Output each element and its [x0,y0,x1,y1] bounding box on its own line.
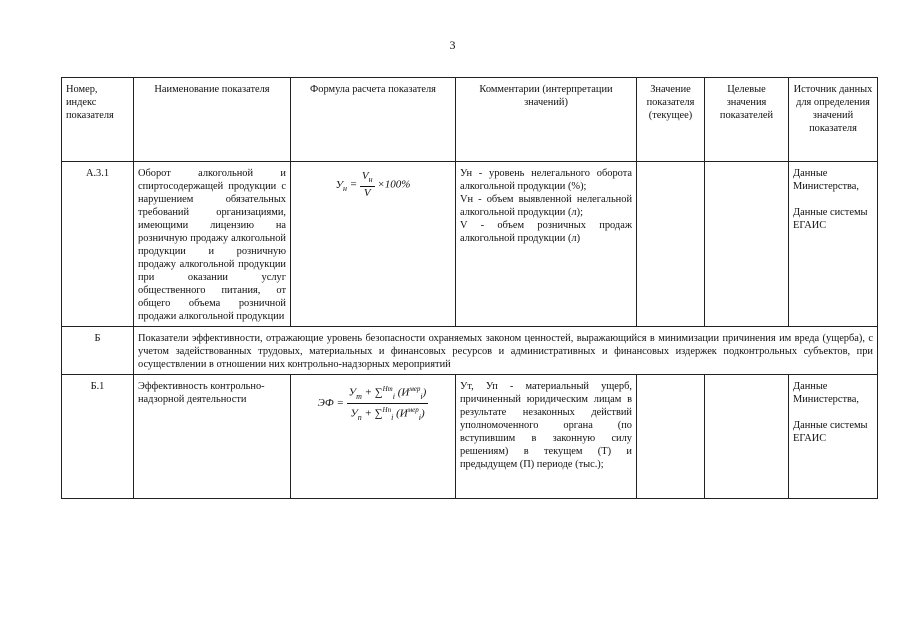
formula-fraction: $\frac{V_н}{V}$ [361,170,373,200]
formula-eq: = [336,396,344,409]
target-value-cell [705,162,789,327]
section-description: Показатели эффективности, отражающие уровень безопасности охраняемых законом ценностей, выражающийся в минимизации причинения им вреда (ущерба), с учетом задействованных трудовых, материальных и финансовых ресурсов и административных и финансовых издержек подконтрольных субъектов, при осуществлении в отношении них контрольно-надзорных мероприятий [134,327,878,375]
source-cell [789,162,878,327]
current-value-cell [637,375,705,499]
current-value-cell [637,162,705,327]
target-value-cell [705,375,789,499]
indicators-table [61,77,878,499]
formula-cell [291,375,456,499]
comment-cell [456,162,637,327]
table-row-b1 [62,375,878,499]
formula-eq: = [349,178,358,191]
header-name: Наименование показателя [134,78,291,162]
source-line: Данные Министерства, [793,168,860,192]
page-number: 3 [449,38,456,52]
formula-lhs: ЭФ [317,396,334,409]
source-line: Данные системы ЕГАИС [793,207,868,231]
formula-fraction: $\frac{У_т + \sum^{Нт}_i (И^{мер}_i)}{У_п + \sum^{Нп}_i (И^{мер}_i)}$ [348,385,427,422]
header-comments: Комментарии (интерпретации значений) [456,78,637,162]
comment-line: V - объем розничных продаж алкогольной продукции (л) [460,220,632,244]
header-data-source: Источник данных для определения значений показателя [789,78,878,162]
row-index: А.3.1 [62,162,134,327]
indicator-name: Оборот алкогольной и спиртосодержащей продукции с нарушением обязательных требований организациями, имеющими лицензию на розничную продажу алкогольной продукции и розничную продажу алкогольной продукции при оказании услуг общественного питания, от общего объема розничной продажи алкогольной продукции [134,162,291,327]
header-target-values: Целевые значения показателей [705,78,789,162]
header-index: Номер, индекс показателя [62,78,134,162]
comment-cell: Ут, Уп - материальный ущерб, причиненный юридическим лицам в результате незаконных действий уполномоченного органа (по вступившим в законную силу решениям) в текущем (Т) и предыдущем (П) периоде (тыс.); [456,375,637,499]
formula-lhs: $У_н$ [335,178,347,193]
indicator-name: Эффективность контрольно-надзорной деятельности [134,375,291,499]
source-cell [789,375,878,499]
formula-tail: ×100% [377,178,411,191]
header-formula: Формула расчета показателя [291,78,456,162]
source-line: Данные системы ЕГАИС [793,420,868,444]
comment-line: Ун - уровень нелегального оборота алкогольной продукции (%); [460,168,632,192]
formula-cell [291,162,456,327]
table-header-row [62,78,878,162]
table-row-a31 [62,162,878,327]
row-index: Б.1 [62,375,134,499]
header-current-value: Значение показателя (текущее) [637,78,705,162]
source-line: Данные Министерства, [793,381,860,405]
table-row-b [62,327,878,375]
row-index: Б [62,327,134,375]
comment-line: Vн - объем выявленной нелегальной алкогольной продукции (л); [460,194,632,218]
